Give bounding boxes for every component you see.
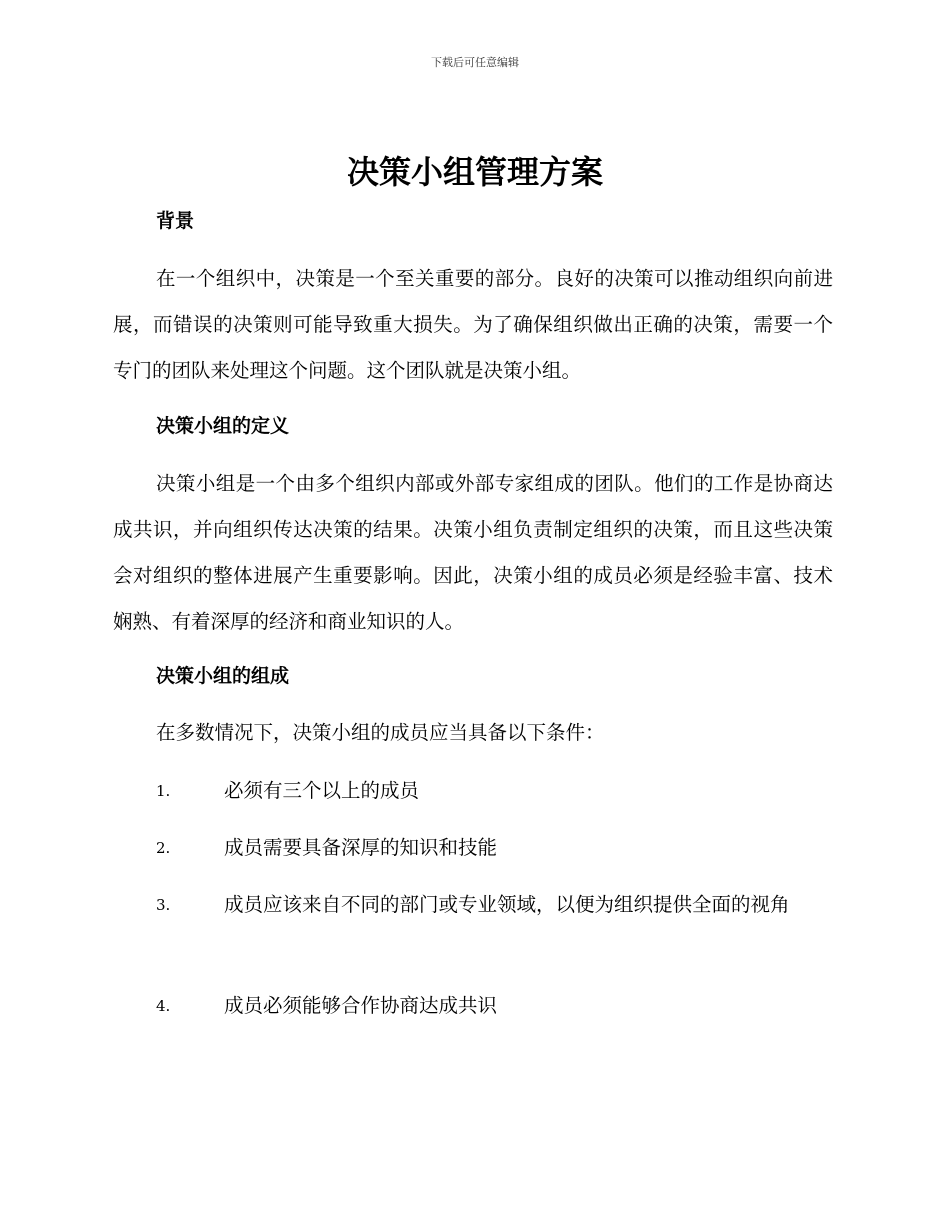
list-item — [113, 825, 833, 871]
list-item-number: 4. — [156, 997, 171, 1015]
page-header-note: 下载后可任意编辑 — [431, 56, 519, 69]
list-item — [113, 983, 833, 1029]
section-heading-background: 背景 — [156, 210, 195, 232]
document-title: 决策小组管理方案 — [346, 153, 603, 191]
list-item-number: 3. — [156, 896, 171, 914]
composition-intro: 在多数情况下，决策小组的成员应当具备以下条件： — [156, 721, 605, 744]
list-item-number: 2. — [156, 839, 171, 857]
paragraph-background: 在一个组织中，决策是一个至关重要的部分。良好的决策可以推动组织向前进展，而错误的决策则可能导致重大损失。为了确保组织做出正确的决策，需要一个专门的团队来处理这个问题。这个团队就是决策小组。 — [113, 267, 833, 382]
list-item — [113, 882, 833, 928]
section-heading-composition: 决策小组的组成 — [156, 665, 290, 687]
list-item-text: 成员应该来自不同的部门或专业领域，以便为组织提供全面的视角 — [224, 893, 790, 916]
list-item-text: 成员必须能够合作协商达成共识 — [224, 994, 498, 1017]
section-heading-definition: 决策小组的定义 — [156, 415, 290, 437]
list-item-number: 1. — [156, 782, 171, 800]
paragraph-definition: 决策小组是一个由多个组织内部或外部专家组成的团队。他们的工作是协商达成共识，并向组织传达决策的结果。决策小组负责制定组织的决策，而且这些决策会对组织的整体进展产生重要影响。因此，决策小组的成员必须是经验丰富、技术娴熟、有着深厚的经济和商业知识的人。 — [113, 472, 833, 633]
list-item-text: 必须有三个以上的成员 — [224, 779, 420, 802]
list-item — [113, 768, 833, 814]
list-item-text: 成员需要具备深厚的知识和技能 — [224, 836, 498, 859]
